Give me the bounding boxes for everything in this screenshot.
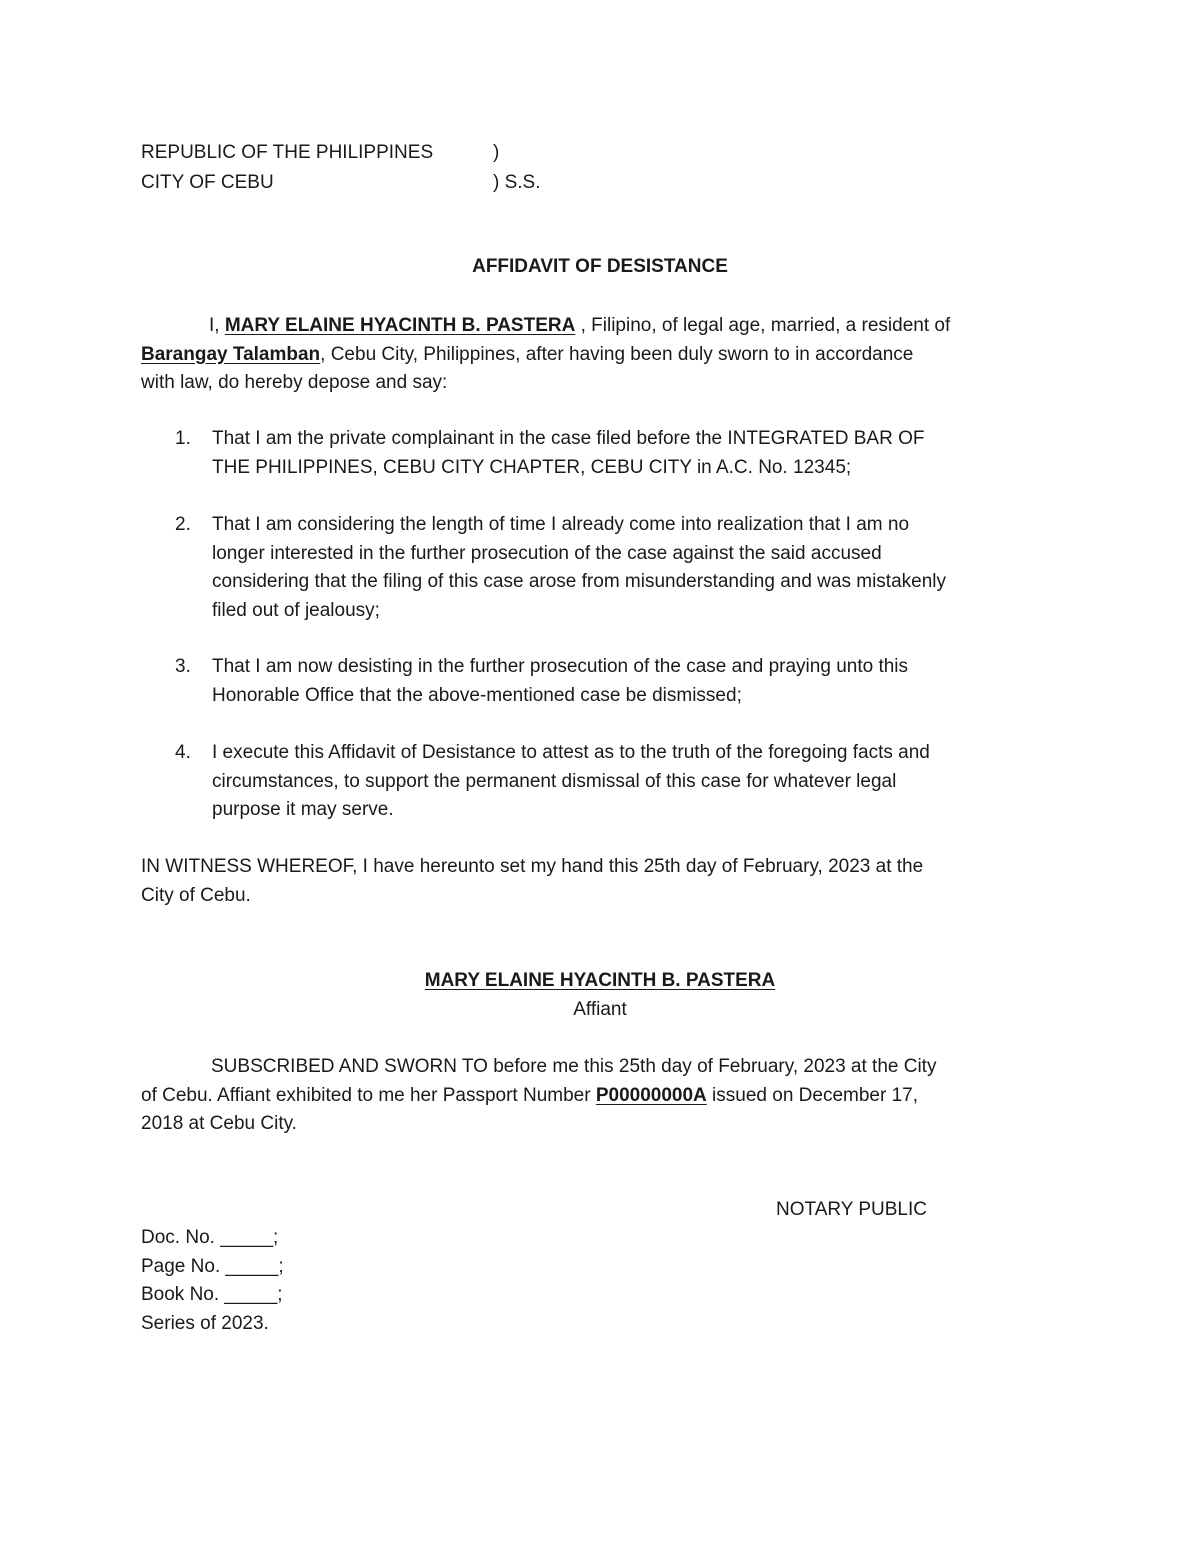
item-line: That I am now desisting in the further prosecution of the case and praying unto this [212,656,909,677]
registry-doc: Doc. No. _____; [141,1227,279,1248]
item-text [212,739,1055,825]
jurat-line-3: 2018 at Cebu City. [141,1113,297,1134]
intro-line-3: with law, do hereby depose and say: [141,372,448,393]
venue-ss: ) S.S. [493,172,541,193]
registry-page: Page No. _____; [141,1255,284,1277]
registry-series: Series of 2023. [141,1312,269,1334]
jurat-text: issued on December 17, [706,1084,919,1106]
item-line: Honorable Office that the above-mentioned case be dismissed; [212,684,742,706]
affiant-name-inline: MARY ELAINE HYACINTH B. PASTERA [224,315,576,336]
item-text [212,511,1055,625]
item-line: circumstances, to support the permanent dismissal of this case for whatever legal [212,770,897,792]
intro-after-name: , Filipino, of legal age, married, a resident of [575,315,951,336]
registry-book: Book No. _____; [141,1284,283,1305]
affiant-role: Affiant [573,999,627,1020]
item-line: THE PHILIPPINES, CEBU CITY CHAPTER, CEBU CITY in A.C. No. 12345; [212,456,852,478]
passport-number: P00000000A [595,1084,707,1106]
jurat-paragraph [141,1053,936,1139]
jurat-text: of Cebu. Affiant exhibited to me her Passport Number [141,1084,596,1106]
document-title: AFFIDAVIT OF DESISTANCE [472,256,728,277]
notarial-registry [141,1224,284,1338]
intro-prefix: I, [209,315,225,336]
item-line: purpose it may serve. [212,799,394,820]
item-line: That I am considering the length of time I already come into realization that I am no [212,514,910,535]
venue-republic: REPUBLIC OF THE PHILIPPINES [141,142,434,163]
item-text [212,653,1055,710]
item-line: longer interested in the further prosecution of the case against the said accused [212,542,882,564]
witness-clause [141,853,923,910]
item-number: 3. [175,656,191,677]
notary-public-label: NOTARY PUBLIC [776,1199,927,1220]
witness-line: City of Cebu. [141,884,251,906]
jurat-line-1 [141,1053,936,1082]
jurat-text: SUBSCRIBED AND SWORN TO before me this 25th day of February, 2023 at the City [211,1056,937,1077]
witness-line: IN WITNESS WHEREOF, I have hereunto set my hand this 25th day of February, 2023 at the [141,856,924,877]
item-line: filed out of jealousy; [212,599,380,621]
venue-bracket-1: ) [493,142,500,163]
item-text [212,425,1055,482]
intro-after-barangay: , Cebu City, Philippines, after having been duly sworn to in accordance [320,343,914,365]
item-number: 2. [175,514,191,535]
item-number: 4. [175,742,191,763]
item-number: 1. [175,428,191,449]
barangay-name: Barangay Talamban [141,343,321,365]
intro-line-2 [141,341,950,370]
intro-line-1 [141,312,950,341]
venue-city: CITY OF CEBU [141,172,274,193]
venue-line-1 [141,139,433,168]
affiant-signature-name: MARY ELAINE HYACINTH B. PASTERA [424,970,776,991]
jurat-line-2 [141,1082,936,1111]
item-line: considering that the filing of this case arose from misunderstanding and was mistakenly [212,571,946,592]
item-line: That I am the private complainant in the case filed before the INTEGRATED BAR OF [212,428,925,449]
item-line: I execute this Affidavit of Desistance to attest as to the truth of the foregoing facts and [212,742,930,763]
intro-paragraph [141,312,950,398]
